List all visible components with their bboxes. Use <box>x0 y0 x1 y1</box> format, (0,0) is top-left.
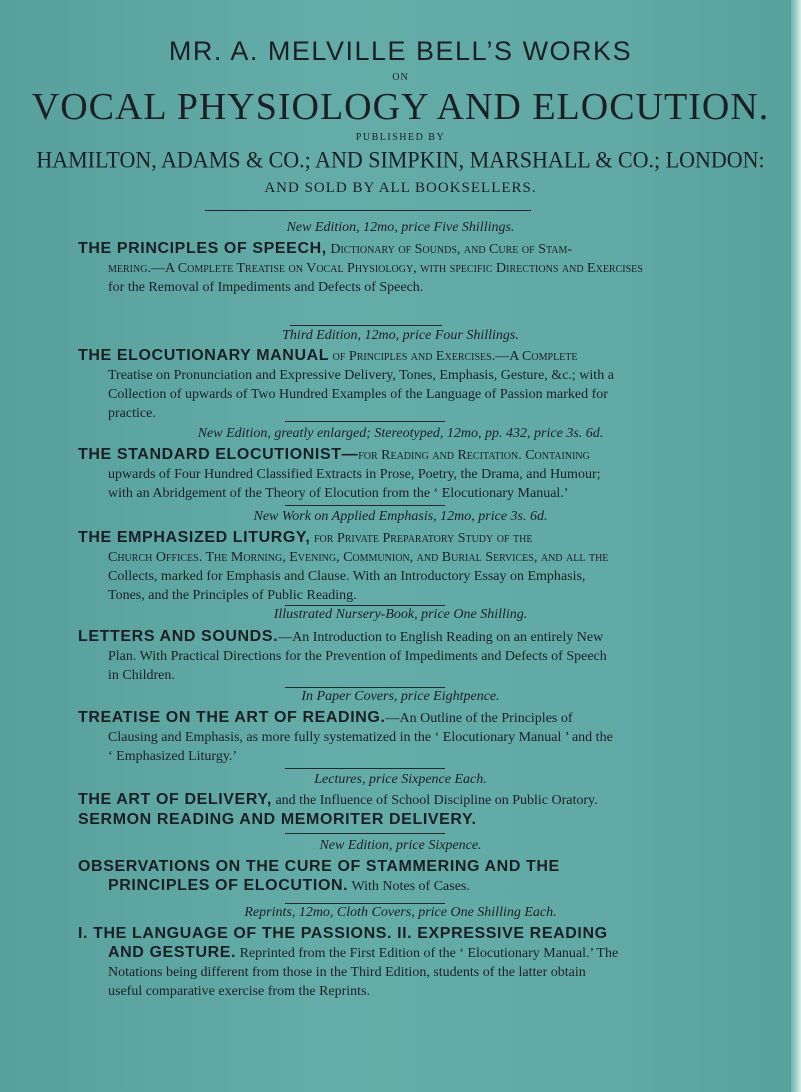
entry-edition: New Edition, greatly enlarged; Stereotyped, 12mo, pp. 432, price 3s. 6d. <box>197 426 604 441</box>
entry-title: THE PRINCIPLES OF SPEECH, <box>78 240 327 257</box>
catalogue-entry <box>78 924 672 1001</box>
entry-line: Treatise on Pronunciation and Expressive Delivery, Tones, Emphasis, Gesture, &c.; with a <box>108 368 614 383</box>
catalogue-entry <box>78 627 672 685</box>
divider <box>285 768 445 769</box>
entry-line: practice. <box>108 406 156 421</box>
divider <box>285 903 445 904</box>
entry-subtitle: Dictionary of Sounds, and Cure of Stam- <box>330 242 573 257</box>
divider <box>285 421 445 422</box>
entry-edition: Illustrated Nursery-Book, price One Shilling. <box>273 607 528 622</box>
entry-subtitle: for Reading and Recitation. Containing <box>358 448 590 463</box>
entry-line: Plan. With Practical Directions for the Prevention of Impediments and Defects of Speech <box>108 649 607 664</box>
entry-edition: Third Edition, 12mo, price Four Shillings. <box>282 328 519 343</box>
entry-title: THE ART OF DELIVERY, <box>78 791 272 808</box>
divider <box>290 325 442 326</box>
entry-subtitle: —An Introduction to English Reading on an entirely New <box>278 630 604 645</box>
catalogue-entry <box>78 708 672 766</box>
entry-line: Clausing and Emphasis, as more fully systematized in the ‘ Elocutionary Manual ’ and the <box>108 730 613 745</box>
entry-title: THE ELOCUTIONARY MANUAL <box>78 347 330 364</box>
entry-title-second: PRINCIPLES OF ELOCUTION. <box>108 877 349 894</box>
entry-line: ‘ Emphasized Liturgy.’ <box>108 749 238 764</box>
entry-line: Tones, and the Principles of Public Reading. <box>108 588 357 603</box>
entry-subtitle: —An Outline of the Principles of <box>385 711 573 726</box>
divider <box>285 505 445 506</box>
entry-title: OBSERVATIONS ON THE CURE OF STAMMERING AND THE <box>78 858 560 875</box>
catalogue-entry <box>78 790 672 829</box>
entry-line: for the Removal of Impediments and Defects of Speech. <box>108 280 424 295</box>
catalogue-entry <box>78 346 672 423</box>
entry-edition: New Work on Applied Emphasis, 12mo, price 3s. 6d. <box>253 509 548 524</box>
entry-line: Church Offices. The Morning, Evening, Communion, and Burial Services, and all the <box>108 550 609 565</box>
catalogue-entry <box>78 528 672 605</box>
entry-title-second: SERMON READING AND MEMORITER DELIVERY. <box>78 811 477 828</box>
catalogue-entry <box>78 445 672 503</box>
entry-subtitle: for Private Preparatory Study of the <box>313 531 533 546</box>
entry-line: upwards of Four Hundred Classified Extracts in Prose, Poetry, the Drama, and Humour; <box>108 467 601 482</box>
catalogue-entry <box>78 239 672 297</box>
entry-title-second: AND GESTURE. <box>108 944 237 961</box>
entry-edition: New Edition, price Sixpence. <box>319 838 482 853</box>
catalogue-entry <box>78 857 672 896</box>
entry-line: useful comparative exercise from the Reprints. <box>108 984 371 999</box>
entry-title: THE STANDARD ELOCUTIONIST— <box>78 446 359 463</box>
entry-title: LETTERS AND SOUNDS. <box>78 628 279 645</box>
entry-subtitle: and the Influence of School Discipline on Public Oratory. <box>275 793 598 808</box>
entry-title: I. THE LANGUAGE OF THE PASSIONS. II. EXPRESSIVE READING <box>78 925 608 942</box>
entry-title: TREATISE ON THE ART OF READING. <box>78 709 386 726</box>
entry-edition: New Edition, 12mo, price Five Shillings. <box>286 220 515 235</box>
sold-by-line: AND SOLD BY ALL BOOKSELLERS. <box>264 180 537 196</box>
on-label: ON <box>392 72 409 83</box>
entry-subtitle: of Principles and Exercises.—A Complete <box>332 349 578 364</box>
subject-heading: VOCAL PHYSIOLOGY AND ELOCUTION. <box>31 86 770 128</box>
entry-edition: In Paper Covers, price Eightpence. <box>301 689 500 704</box>
entry-line: with an Abridgement of the Theory of Elocution from the ‘ Elocutionary Manual.’ <box>108 486 569 501</box>
entry-line: Collection of upwards of Two Hundred Examples of the Language of Passion marked for <box>108 387 608 402</box>
divider <box>285 605 445 606</box>
published-by-label: PUBLISHED BY <box>355 132 446 143</box>
divider <box>205 210 531 211</box>
entry-title: THE EMPHASIZED LITURGY, <box>78 529 311 546</box>
divider <box>285 687 445 688</box>
publisher-line: HAMILTON, ADAMS & CO.; AND SIMPKIN, MARSHALL & CO.; LONDON: <box>36 146 765 173</box>
entry-edition: Lectures, price Sixpence Each. <box>314 772 487 787</box>
entry-line: Collects, marked for Emphasis and Clause. With an Introductory Essay on Emphasis, <box>108 569 586 584</box>
entry-line: mering.—A Complete Treatise on Vocal Physiology, with specific Directions and Exercises <box>108 261 643 276</box>
entry-subtitle: With Notes of Cases. <box>351 879 470 894</box>
entry-line: in Children. <box>108 668 175 683</box>
entry-subtitle: Reprinted from the First Edition of the ‘ Elocutionary Manual.’ The <box>239 946 619 961</box>
divider <box>285 833 445 834</box>
entry-edition: Reprints, 12mo, Cloth Covers, price One Shilling Each. <box>244 905 557 920</box>
works-title: MR. A. MELVILLE BELL’S WORKS <box>168 36 633 66</box>
entry-line: Notations being different from those in the Third Edition, students of the latter obtain <box>108 965 586 980</box>
